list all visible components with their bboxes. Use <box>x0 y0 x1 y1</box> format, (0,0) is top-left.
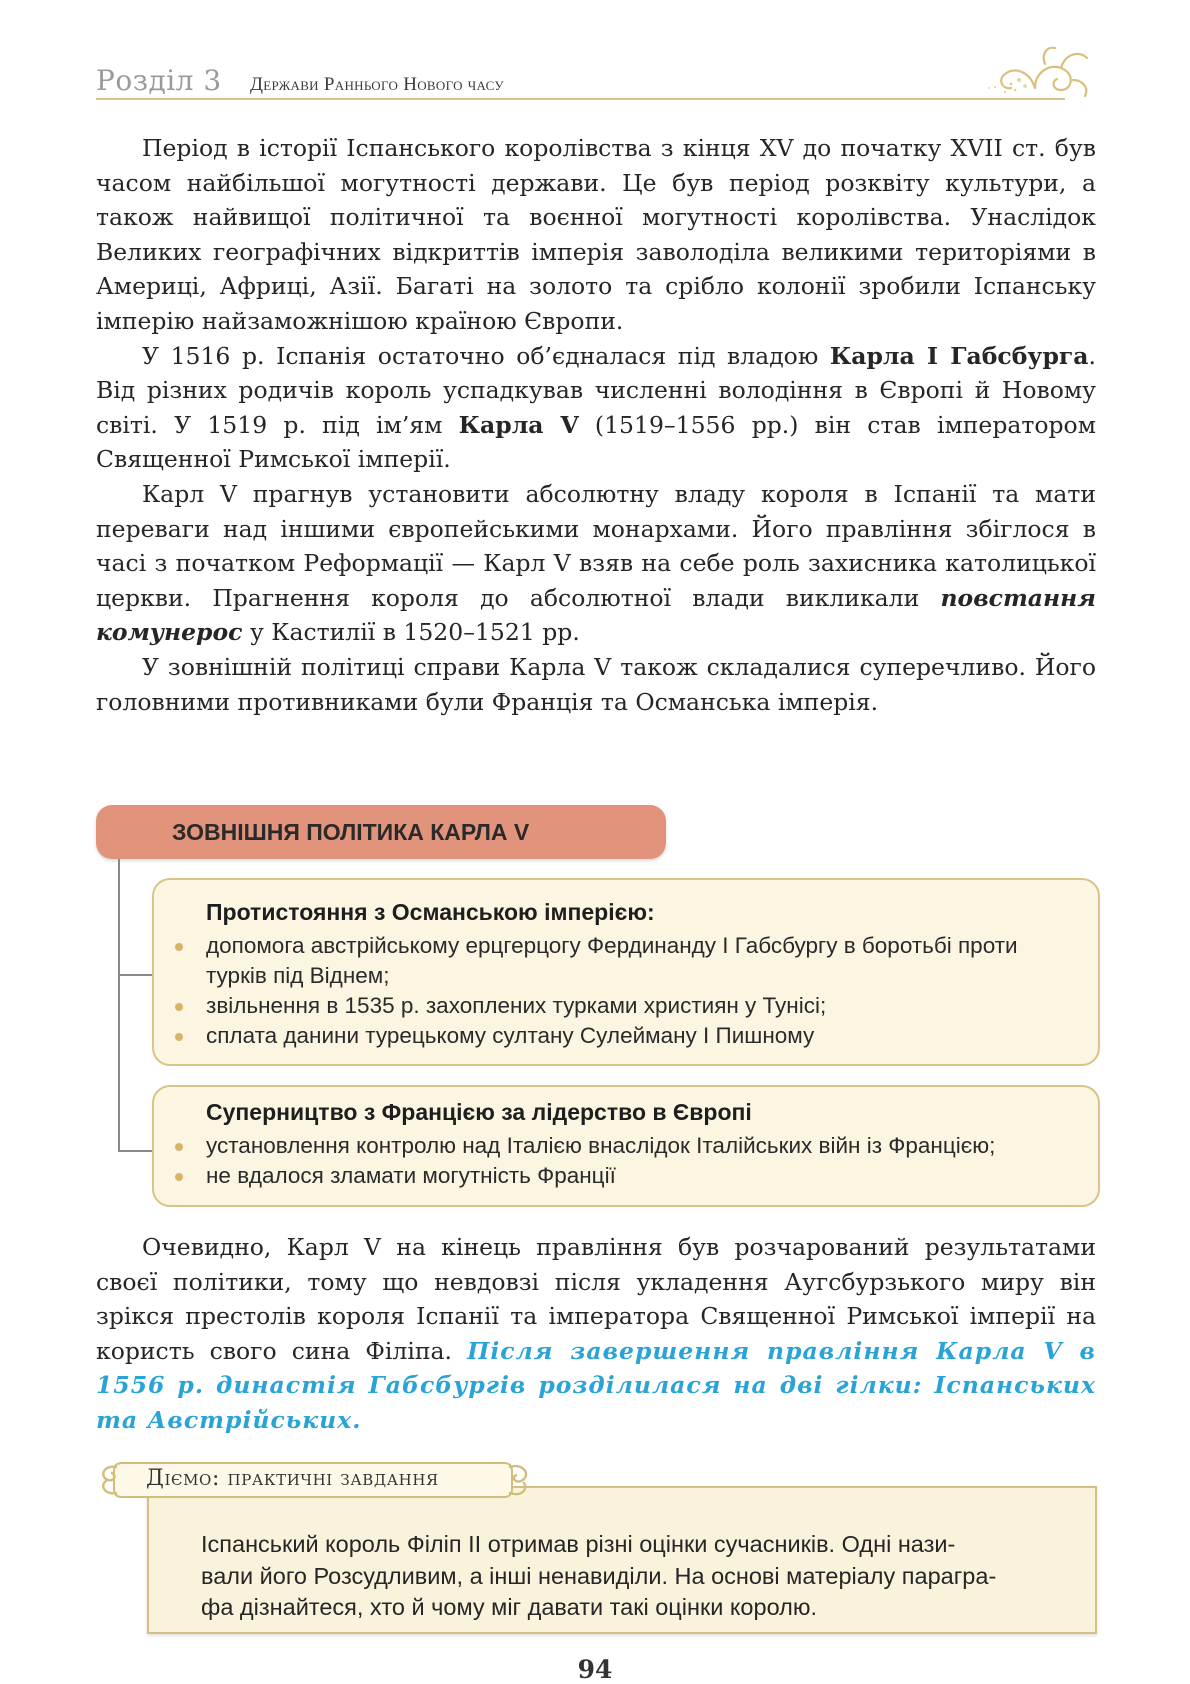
bold-term: Карла I Габсбурга <box>829 341 1089 370</box>
practice-box <box>147 1486 1097 1634</box>
practice-task <box>201 1529 1081 1624</box>
paragraph-1: Період в історії Іспанського королівства з кінця XV до початку XVII ст. був часом найбільшої могутності держави. Це був період розквіту культури, а також найвищої політичної та воєнної могутності королівства. Унаслідок Великих географічних відкриттів імперія заволоділа великими територіями в Америці, Африці, Азії. Багаті на золото та срібло колонії зробили Іспанську імперію найзаможнішою країною Європи. <box>96 134 1096 335</box>
list-item: установлення контролю над Італією внаслідок Італійських війн із Францією; <box>206 1131 1082 1161</box>
bold-term: Карла V <box>458 410 579 439</box>
paragraph-2: У 1516 р. Іспанія остаточно об’єдналася під владою Карла I Габсбурга. Від різних родичів король успадкував численні володіння в Європі й Новому світі. У 1519 р. під ім’ям Карла V (1519–1556 рр.) він став імператором Священної Римської імперії. <box>96 341 1097 474</box>
connector-branch <box>118 1150 152 1152</box>
conclusion-text <box>96 1230 1096 1438</box>
practice-line: фа дізнайтеся, хто й чому міг давати такі оцінки королю. <box>201 1594 817 1620</box>
page-header <box>96 58 1095 102</box>
practice-line: Іспанський король Філіп II отримав різні оцінки сучасників. Одні нази- <box>201 1531 956 1557</box>
header-rule <box>96 98 1065 100</box>
list-item: не вдалося зламати могутність Франції <box>206 1161 1082 1191</box>
chapter-label: Розділ 3 <box>96 64 222 97</box>
scheme-box-ottoman <box>152 878 1100 1066</box>
bullet-list <box>206 1131 1082 1191</box>
connector-branch <box>118 974 152 976</box>
list-item: сплата данини турецькому султану Сулейману I Пишному <box>206 1021 1082 1051</box>
list-item: звільнення в 1535 р. захоплених турками християн у Тунісі; <box>206 991 1082 1021</box>
paragraph-4: У зовнішній політиці справи Карла V також складалися суперечливо. Його головними противниками були Франція та Османська імперія. <box>96 652 1096 716</box>
floral-ornament-icon <box>975 40 1095 110</box>
bullet-list <box>206 931 1082 1051</box>
practice-line: вали його Розсудливим, а інші ненавиділи. На основі матеріалу парагра- <box>201 1562 997 1589</box>
page-number: 94 <box>577 1655 613 1684</box>
scheme-header <box>96 805 666 859</box>
paragraph-5: Очевидно, Карл V на кінець правління був розчарований результатами своєї політики, тому що невдовзі після укладення Аугсбурзького миру він зрікся престолів короля Іспанії та імператора Священної Римської імперії на користь свого сина Філіпа. Після завершення правління Карла V в 1556 р. династія Габсбургів розділилася на дві гілки: Іспанських та Австрійських. <box>96 1233 1096 1434</box>
box-title: Протистояння з Османською імперією: <box>206 899 655 925</box>
practice-label: Діємо: практичні завдання <box>146 1466 439 1491</box>
highlighted-conclusion: Після завершення правління Карла V в 1556 р. династія Габсбургів розділилася на дві гілки: Іспанських та Австрійських. <box>96 1336 1096 1434</box>
bold-italic-term: повстання комунерос <box>96 583 1096 647</box>
practice-tab <box>100 1457 530 1503</box>
box-title: Суперництво з Францією за лідерство в Європі <box>206 1099 752 1125</box>
scheme-title: ЗОВНІШНЯ ПОЛІТИКА КАРЛА V <box>172 819 530 845</box>
scheme-box-france <box>152 1085 1100 1207</box>
connector-line <box>118 859 120 1151</box>
paragraph-3: Карл V прагнув установити абсолютну владу короля в Іспанії та мати переваги над іншими європейськими монархами. Його правління збіглося в часі з початком Реформації — Карл V взяв на себе роль захисника католицької церкви. Прагнення короля до абсолютної влади викликали повстання комунерос у Кастилії в 1520–1521 рр. <box>96 479 1096 647</box>
chapter-title: Держави Раннього Нового часу <box>250 74 504 95</box>
list-item: допомога австрійському ерцгерцогу Фердинанду I Габсбургу в боротьбі проти турків під Віднем; <box>206 931 1082 991</box>
main-text <box>96 131 1096 719</box>
